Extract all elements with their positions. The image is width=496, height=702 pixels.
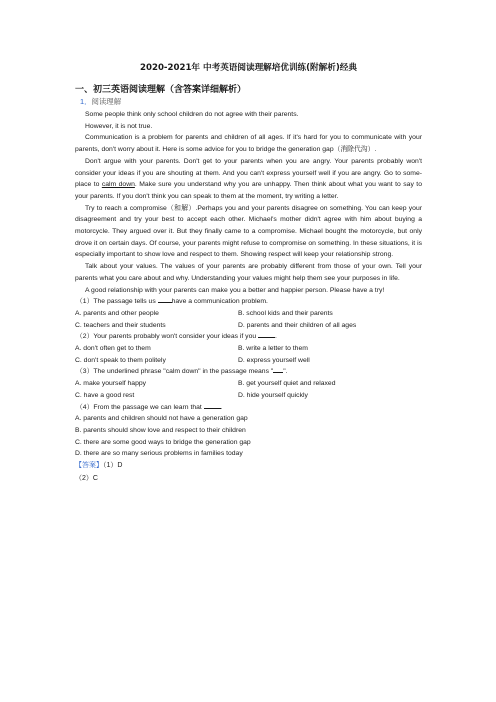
passage-paragraph [75, 285, 422, 297]
answer-line [75, 460, 422, 473]
option-d: D. express yourself well [238, 356, 310, 364]
document-content [75, 62, 422, 485]
options-row [75, 320, 422, 332]
question-stem [75, 331, 422, 343]
options-row [75, 390, 422, 402]
answer-blank [258, 331, 277, 341]
option-b: B. get yourself quiet and relaxed [238, 380, 336, 388]
document-title: 2020-2021年 中考英语阅读理解培优训练(附解析)经典 [140, 63, 357, 73]
question-block [75, 366, 422, 401]
reading-passage [75, 109, 422, 296]
paragraph-text: However, it is not true. [85, 122, 153, 130]
question-stem [75, 366, 422, 378]
stem-text: （4）From the passage we can learn that [76, 403, 204, 411]
option-c: C. don't speak to them politely [75, 356, 166, 364]
option-a: A. don't often get to them [75, 345, 151, 353]
option-b: B. write a letter to them [238, 345, 308, 353]
paragraph-text: Communication is a problem for parents and children of all ages. If it's hard for you to communicate with your parents, don't worry about it. Here is some advice for you to bridge the generation gap（消除代沟）. [75, 134, 422, 154]
paragraph-text: Talk about your values. The values of your parents are probably different from those of your own. Tell your parents what you care about and why. Understanding your values might help them see your purposes in life. [75, 263, 422, 282]
question-stem [75, 296, 422, 308]
answer-blank [273, 366, 283, 373]
stem-text: have a communication problem. [171, 298, 268, 306]
option-d: D. hide yourself quickly [238, 391, 308, 399]
paragraph-text: . Make sure you understand why you are unhappy. Then think about what you want to say to your parents. If you don't think you can speak to them at the moment, try writing a letter. [75, 181, 422, 200]
question-heading [80, 96, 422, 108]
question-block [75, 296, 422, 331]
passage-paragraph [75, 156, 422, 203]
answer-text: （1）D [103, 462, 123, 470]
option-b: B. parents should show love and respect to their children [75, 426, 246, 434]
paragraph-text: Try to reach a compromise（和解）.Perhaps you and your parents disagree on something. You can keep your disagreement and try your best to accept each other. Michael's mother didn't agree with him about buying a motorcycle. They argued over it. But they finally came to a compromise. Michael bought the motorcycle, but only drove it on certain days. Of course, your parents might refuse to compromise on something. In these situations, it is especially important to show love and respect to them. Showing respect will keep your relationship strong. [75, 204, 422, 259]
option-d: D. parents and their children of all ages [238, 321, 357, 329]
option-c: C. have a good rest [75, 391, 135, 399]
option-c: C. teachers and their students [75, 321, 166, 329]
section-heading: 一、初三英语阅读理解（含答案详细解析） [75, 85, 247, 95]
question-number: 1． [80, 97, 92, 106]
passage-paragraph [75, 261, 422, 284]
options-row [75, 308, 422, 320]
answer-blank [204, 402, 221, 409]
option-a: A. parents and children should not have a generation gap [75, 415, 248, 423]
option-a: A. make yourself happy [75, 380, 147, 388]
option-d: D. there are so many serious problems in families today [75, 450, 243, 458]
answer-block [75, 460, 422, 485]
stem-text: ". [283, 368, 288, 376]
passage-paragraph [75, 132, 422, 155]
stem-text: （2）Your parents probably won't consider your ideas if you [76, 333, 259, 341]
answer-label: 【答案】 [75, 462, 103, 470]
options-row [75, 378, 422, 390]
options-row [75, 355, 422, 367]
option-b: B. school kids and their parents [238, 309, 333, 317]
paragraph-text: Some people think only school children do not agree with their parents. [85, 111, 299, 118]
answer-line [75, 473, 422, 486]
underlined-phrase: calm down [101, 181, 135, 189]
question-block [75, 331, 422, 366]
question-stem [75, 402, 422, 414]
option-a: A. parents and other people [75, 309, 159, 317]
paragraph-text: A good relationship with your parents can make you a better and happier person. Please have a try! [85, 286, 385, 294]
stem-text: . [275, 333, 277, 341]
stem-text: . [220, 403, 223, 411]
question-block [75, 402, 422, 461]
paragraph-text: Don't argue with your parents. Don't get to your parents when you are angry. Your parents probably won't consider your ideas if you are shouting at them. And you can't express yourself well if you are angry. Go to some-place to [75, 157, 422, 189]
options-row [75, 343, 422, 355]
question-label: 阅读理解 [91, 97, 122, 106]
stem-text: （3）The underlined phrase "calm down" in the passage means " [76, 368, 274, 376]
passage-paragraph [75, 203, 422, 262]
answer-blank [158, 296, 172, 303]
option-c: C. there are some good ways to bridge the generation gap [75, 438, 251, 446]
answer-text: （2）C [75, 474, 98, 482]
passage-paragraph [75, 121, 422, 133]
stem-text: （1）The passage tells us [76, 298, 158, 306]
passage-paragraph [75, 109, 422, 121]
